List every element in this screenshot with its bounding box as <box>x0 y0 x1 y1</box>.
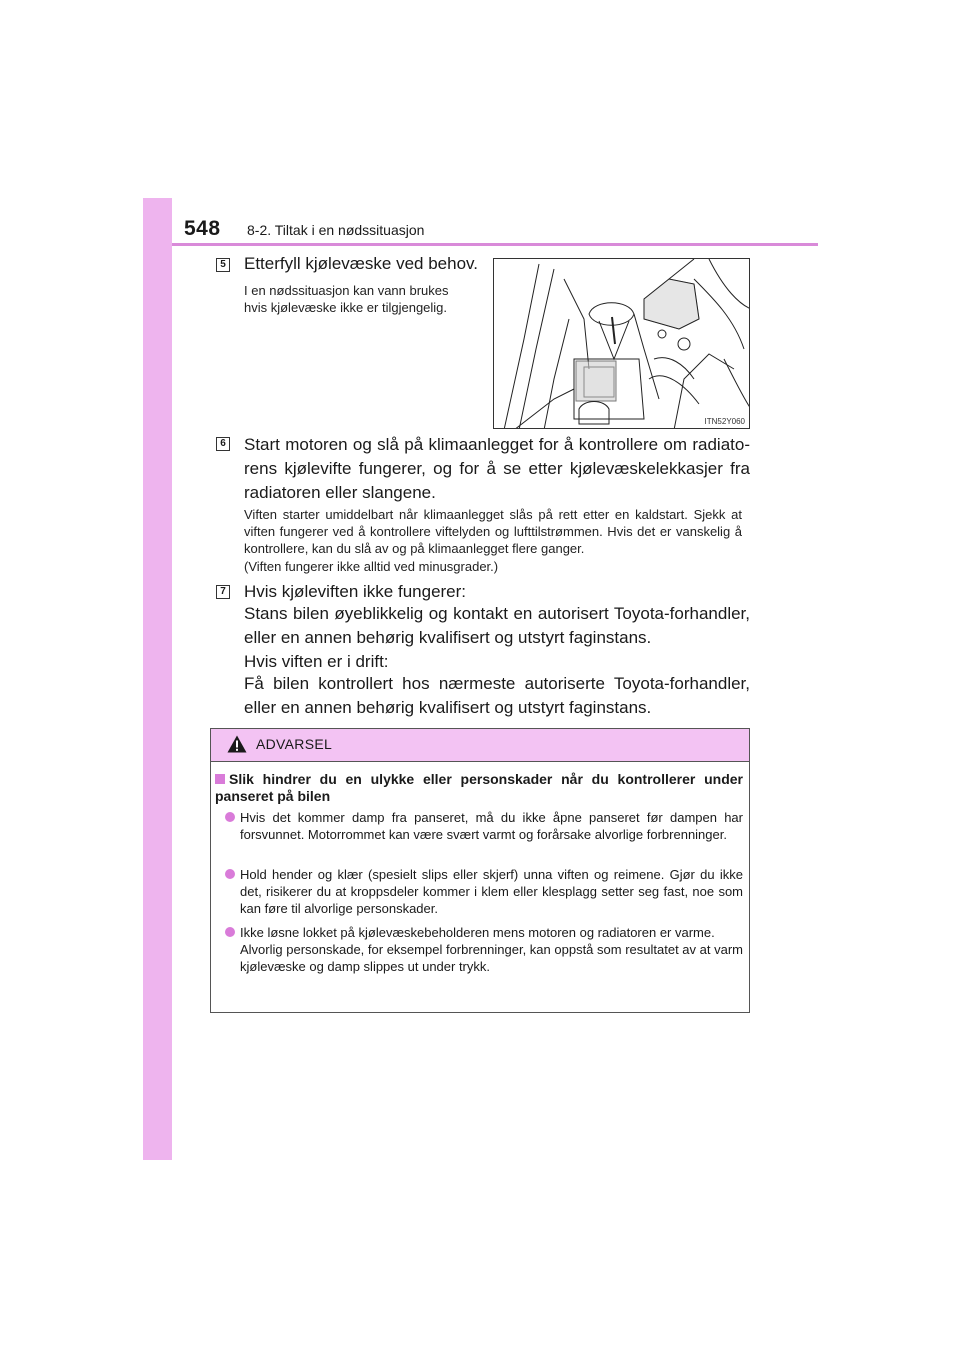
engine-bay-drawing <box>494 259 750 429</box>
step-6-note-extra: (Viften fungerer ikke alltid ved minusgrader.) <box>244 559 499 574</box>
section-title: 8-2. Tiltak i en nødssituasjon <box>247 222 425 238</box>
round-bullet-icon <box>225 869 235 879</box>
header-rule <box>172 243 818 246</box>
step-7-action-1: Stans bilen øyeblikkelig og kontakt en autorisert Toyota-forhandler, eller en annen behørig kvalifisert og utstyrt faginstans. <box>244 604 750 647</box>
illustration-code: ITN52Y060 <box>704 417 745 426</box>
step-7-condition-2: Hvis viften er i drift: <box>244 652 389 671</box>
step-5-note-line-1: I en nødssituasjon kan vann brukes <box>244 283 449 298</box>
round-bullet-icon <box>225 812 235 822</box>
warning-bullet-3-text: Ikke løsne lokket på kjølevæskebeholderen mens motoren og radiatoren er varme. <box>240 925 715 940</box>
warning-label: ADVARSEL <box>256 736 333 752</box>
round-bullet-icon <box>225 927 235 937</box>
step-7-condition-1: Hvis kjøleviften ikke fungerer: <box>244 582 467 601</box>
step-6-title: Start motoren og slå på klimaanlegget for å kontrollere om radiato-rens kjølevifte fungerer, og for å se etter kjølevæskelekkasjer fra radiatoren eller slangene. <box>244 435 750 502</box>
warning-title <box>215 771 743 805</box>
warning-bullet-2-text: Hold hender og klær (spesielt slips eller skjerf) unna viften og reimene. Gjør du ikke det, risikerer du at kroppsdeler kommer i klem eller klesplagg setter seg fast, noe som kan føre til alvorlige personskader. <box>240 867 743 916</box>
step-5-title: Etterfyll kjølevæske ved behov. <box>244 254 478 273</box>
step-6-note: Viften starter umiddelbart når klimaanlegget slås på rett etter en kaldstart. Sjekk at viften fungerer ved å kontrollere viftelyden og lufttilstrømmen. Hvis det er vanskelig å kontrollere, kan du slå av og på klimaanlegget flere ganger. <box>244 507 742 556</box>
warning-triangle-icon <box>227 735 247 753</box>
page-number: 548 <box>184 217 221 240</box>
step-6-marker: 6 <box>216 437 230 451</box>
step-5-note-line-2: hvis kjølevæske ikke er tilgjengelig. <box>244 300 448 315</box>
step-5-marker: 5 <box>216 258 230 272</box>
step-7-marker: 7 <box>216 585 230 599</box>
warning-bullet-3-extra: Alvorlig personskade, for eksempel forbrenninger, kan oppstå som resultatet av at varm kjølevæske og damp slippes ut under trykk. <box>240 942 743 974</box>
warning-bullet-3 <box>225 924 743 975</box>
square-bullet-icon <box>215 774 225 784</box>
warning-bullet-1-text: Hvis det kommer damp fra panseret, må du ikke åpne panseret før dampen har forsvunnet. Motorrommet kan være svært varmt og forårsake alvorlige forbrenninger. <box>240 810 743 842</box>
warning-bullet-2 <box>225 866 743 917</box>
warning-title-text: Slik hindrer du en ulykke eller personskader når du kontrollerer under panseret på bilen <box>215 771 743 804</box>
chapter-sidebar <box>143 198 172 1160</box>
warning-box <box>210 728 750 1013</box>
warning-header <box>211 729 749 762</box>
step-7-action-2: Få bilen kontrollert hos nærmeste autoriserte Toyota-forhandler, eller en annen behørig kvalifisert og utstyrt faginstans. <box>244 674 750 717</box>
warning-bullet-1 <box>225 809 743 843</box>
coolant-refill-illustration <box>493 258 750 429</box>
